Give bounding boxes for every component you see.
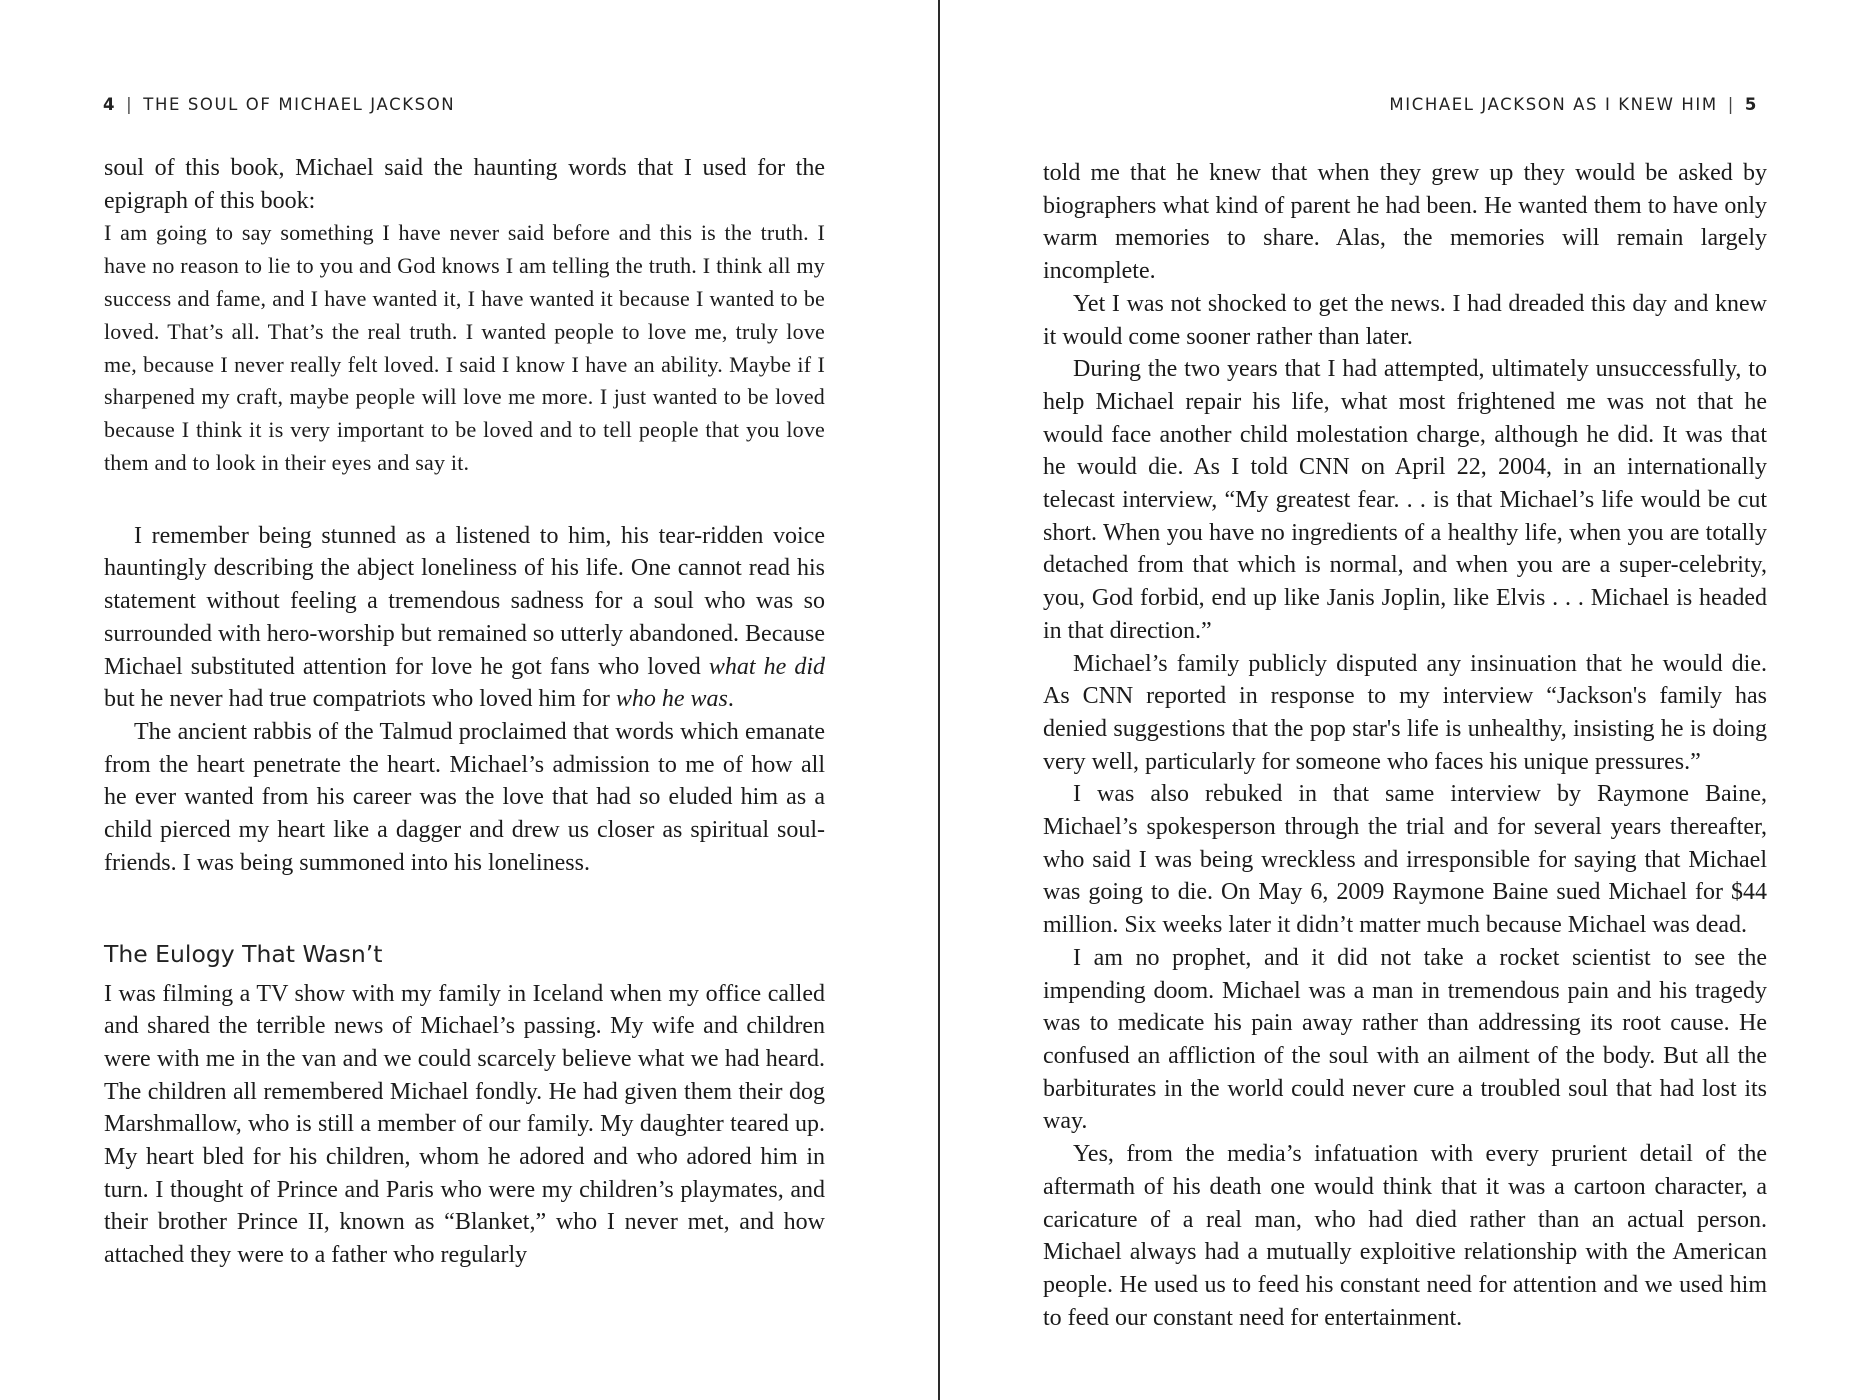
right-page-number: 5 [1744, 95, 1758, 114]
paragraph-talmud: The ancient rabbis of the Talmud proclaimed that words which emanate from the heart penetrate the heart. Michael’s admission to me of how all he ever wanted from his career was the love that had so eluded him as a child pierced my heart like a dagger and drew us closer as spiritual soul-friends. I was being summoned into his loneliness. [104, 719, 825, 876]
intro-paragraph: soul of this book, Michael said the haunting words that I used for the epigraph of this book: [104, 155, 825, 214]
left-page-number: 4 [103, 95, 117, 114]
paragraph-stunned [104, 520, 825, 716]
paragraph-family-disputed: Michael’s family publicly disputed any insinuation that he would die. As CNN reported in response to my interview “Jackson's family has denied suggestions that the pop star's life is unhealthy, insisting he is doing very well, particularly for someone who faces his unique pressures.” [1043, 650, 1767, 775]
paragraph-no-prophet: I am no prophet, and it did not take a rocket scientist to see the impending doom. Michael was a man in tremendous pain and his tragedy was to medicate his pain away rather than addressing its root cause. He confused an affliction of the soul with an ailment of the body. But all the barbiturates in the world could never cure a troubled soul that had lost its way. [1043, 944, 1767, 1135]
right-running-head [1389, 95, 1758, 114]
right-page [940, 0, 1866, 1400]
italic-who-he-was: who he was [615, 686, 728, 713]
left-text-column [104, 152, 825, 1272]
paragraph-stunned-text-b: but he never had true compatriots who loved him for [104, 686, 616, 713]
paragraph-cnn-interview: During the two years that I had attempted, ultimately unsuccessfully, to help Michael repair his life, what most frightened me was not that he would face another child molestation charge, although he did. It was that he would die. As I told CNN on April 22, 2004, in an internationally telecast interview, “My greatest fear. . . is that Michael’s life would be cut short. When you have no ingredients of a healthy life, when you are totally detached from that which is normal, and when you are a super-celebrity, you, God forbid, end up like Janis Joplin, like Elvis . . . Michael is headed in that direction.” [1043, 356, 1767, 644]
section-heading: The Eulogy That Wasn’t [104, 939, 383, 968]
paragraph-not-shocked: Yet I was not shocked to get the news. I had dreaded this day and knew it would come sooner rather than later. [1043, 290, 1767, 350]
paragraph-biographers: told me that he knew that when they grew up they would be asked by biographers what kind of parent he had been. He wanted them to have only warm memories to share. Alas, the memories will remain largely incomplete. [1043, 160, 1767, 285]
italic-what-he-did: what he did [708, 653, 825, 680]
right-text-column [1043, 157, 1767, 1334]
left-book-title: THE SOUL OF MICHAEL JACKSON [143, 95, 456, 114]
left-running-head [103, 95, 455, 114]
epigraph-quote: I am going to say something I have never said before and this is the truth. I have no reason to lie to you and God knows I am telling the truth. I think all my success and fame, and I have wanted it, I have wanted it because I wanted to be loved. That’s all. That’s the real truth. I wanted people to love me, truly love me, because I never really felt loved. I said I know I have an ability. Maybe if I sharpened my craft, maybe people will love me more. I just wanted to be loved because I think it is very important to be loved and to tell people that you love them and to look in their eyes and say it. [104, 220, 825, 475]
paragraph-stunned-text-c: . [727, 686, 734, 713]
right-head-separator: | [1727, 95, 1735, 114]
paragraph-media-infatuation: Yes, from the media’s infatuation with every prurient detail of the aftermath of his death one would think that it was a cartoon character, a caricature of a real man, who had died rather than an actual person. Michael always had a mutually exploitive relationship with the American people. He used us to feed his constant need for attention and we used him to feed our constant need for entertainment. [1043, 1141, 1767, 1331]
right-chapter-title: MICHAEL JACKSON AS I KNEW HIM [1389, 95, 1718, 114]
left-head-separator: | [126, 95, 134, 114]
paragraph-iceland: I was filming a TV show with my family in Iceland when my office called and shared the terrible news of Michael’s passing. My wife and children were with me in the van and we could scarcely believe what we had heard. The children all remembered Michael fondly. He had given them their dog Marshmallow, who is still a member of our family. My daughter teared up. My heart bled for his children, whom he adored and who adored him in turn. I thought of Prince and Paris who were my children’s playmates, and their brother Prince II, known as “Blanket,” who I never met, and how attached they were to a father who regularly [104, 980, 825, 1269]
paragraph-rebuked: I was also rebuked in that same interview by Raymone Baine, Michael’s spokesperson through the trial and for several years thereafter, who said I was being wreckless and irresponsible for saying that Michael was going to die. On May 6, 2009 Raymone Baine sued Michael for $44 million. Six weeks later it didn’t matter much because Michael was dead. [1043, 781, 1767, 939]
paragraph-stunned-text-a: I remember being stunned as a listened to him, his tear-ridden voice hauntingly describing the abject loneliness of his life. One cannot read his statement without feeling a tremendous sadness for a soul who was so surrounded with hero-worship but remained so utterly abandoned. Because Michael substituted attention for love he got fans who loved [104, 522, 825, 680]
